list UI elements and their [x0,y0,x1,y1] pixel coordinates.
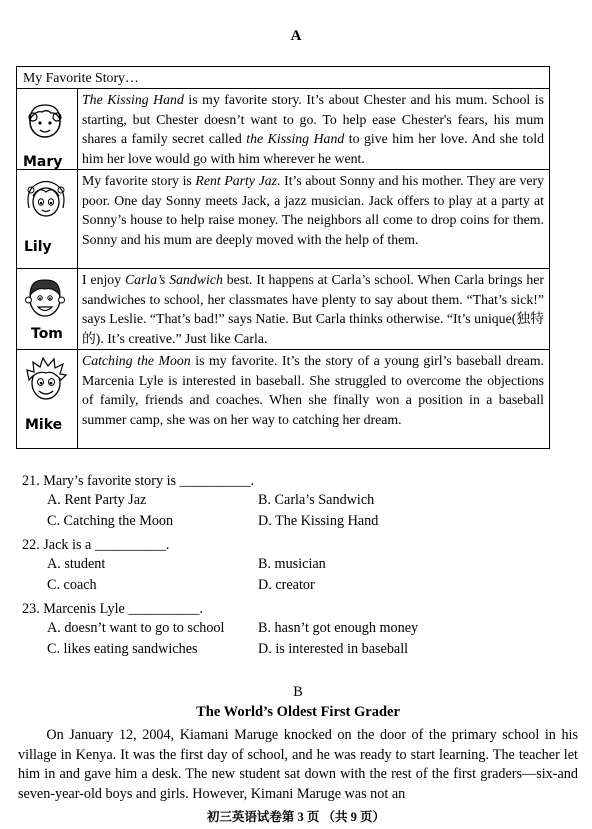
story-title: Rent Party Jaz [195,173,278,189]
question-21 [22,471,254,492]
mike-story-text [78,350,550,449]
mary-avatar-icon [23,99,67,143]
option-21c: C. Catching the Moon [47,513,174,529]
story-text-part: best. It happens at Carla’s school. When Carla brings her sandwiches to school, her classmates have plenty to say about them. “That’s sick!” says Leslie. “That’s bad!” says Natie. But Carla thinks otherwise. “It’s unique(独特的). It’s creative.” Just like Carla. [82,272,544,346]
question-23 [22,599,203,620]
story-row-tom [17,269,550,350]
question-stem: 23. Marcenis Lyle __________. [22,601,203,617]
avatar-cell-mike [17,350,78,449]
story-row-mike [17,350,550,449]
mike-name-label: Mike [25,417,63,434]
story-text-part: I enjoy [82,272,125,288]
avatar-cell-tom [17,269,78,350]
option-22b: B. musician [258,556,326,572]
question-stem: 22. Jack is a __________. [22,537,170,553]
tom-name-label: Tom [31,326,63,343]
story-text-part: is my favorite. It’s the story of a young girl’s baseball dream. Marcenia Lyle is interested in baseball. She struggled to overcome the objections of family, friends and coaches. When she finally won a position in a baseball summer camp, she was on her way to catching her dream. [82,353,544,427]
option-23a: A. doesn’t want to go to school [47,620,225,636]
option-23c: C. likes eating sandwiches [47,641,198,657]
story-text-part: is my favorite story. It’s about Chester and his mum. School is starting, but Chester doesn’t want to go. To help ease Chester's fears, his mum shares a family secret called [82,92,544,147]
stories-table [16,66,550,449]
lily-name-label: Lily [24,239,52,256]
table-header-row [17,67,550,89]
option-22d: D. creator [258,577,315,593]
section-b-paragraph: On January 12, 2004, Kiamani Maruge knocked on the door of the primary school in his village in Kenya. It was the first day of school, and he was ready to start learning. The teacher let him in and gave him a desk. The new student sat down with the rest of the first graders—six-and seven-year-old boys and girls. However, Kimani Maruge was not an [18,727,578,802]
question-22 [22,535,169,556]
mike-avatar-icon [23,356,69,406]
avatar-cell-lily [17,170,78,269]
option-21d: D. The Kissing Hand [258,513,379,529]
story-title: Carla’s Sandwich [124,272,223,288]
story-text-part: My favorite story is [82,173,196,189]
mary-story-text [78,89,550,170]
table-header: My Favorite Story… [17,67,550,89]
section-a-letter: A [290,28,302,44]
section-b-letter: B [293,684,303,700]
option-21b: B. Carla’s Sandwich [258,492,375,508]
lily-story-text [78,170,550,269]
question-stem: 21. Mary’s favorite story is __________. [22,473,255,489]
story-title: Catching the Moon [82,353,191,369]
option-22c: C. coach [47,577,97,593]
story-title-inline: the Kissing Hand [246,131,345,147]
story-title: The Kissing Hand [82,92,184,108]
section-b [18,684,578,804]
section-b-title: The World’s Oldest First Grader [196,704,400,720]
option-23b: B. hasn’t got enough money [258,620,419,636]
tom-story-text [78,269,550,350]
story-row-lily [17,170,550,269]
avatar-cell-mary [17,89,78,170]
story-text-part: to give him her love. And she told him her love would go with him wherever he went. [82,131,544,166]
option-22a: A. student [47,556,106,572]
lily-avatar-icon [23,178,69,226]
option-23d: D. is interested in baseball [258,641,409,657]
mary-name-label: Mary [23,154,63,171]
story-text-part: . It’s about Sonny and his mother. They are very poor. One day Sonny meets Jack, a jazz musician. Jack offers to play at a party at Sonny’s house to help raise money. The neighbors all come to drop coins for them. Sonny and his mum are deeply moved with the help of them. [82,173,544,247]
tom-avatar-icon [23,275,67,321]
page-footer: 初三英语试卷第 3 页 （共 9 页） [206,810,386,824]
option-21a: A. Rent Party Jaz [47,492,147,508]
story-row-mary [17,89,550,170]
